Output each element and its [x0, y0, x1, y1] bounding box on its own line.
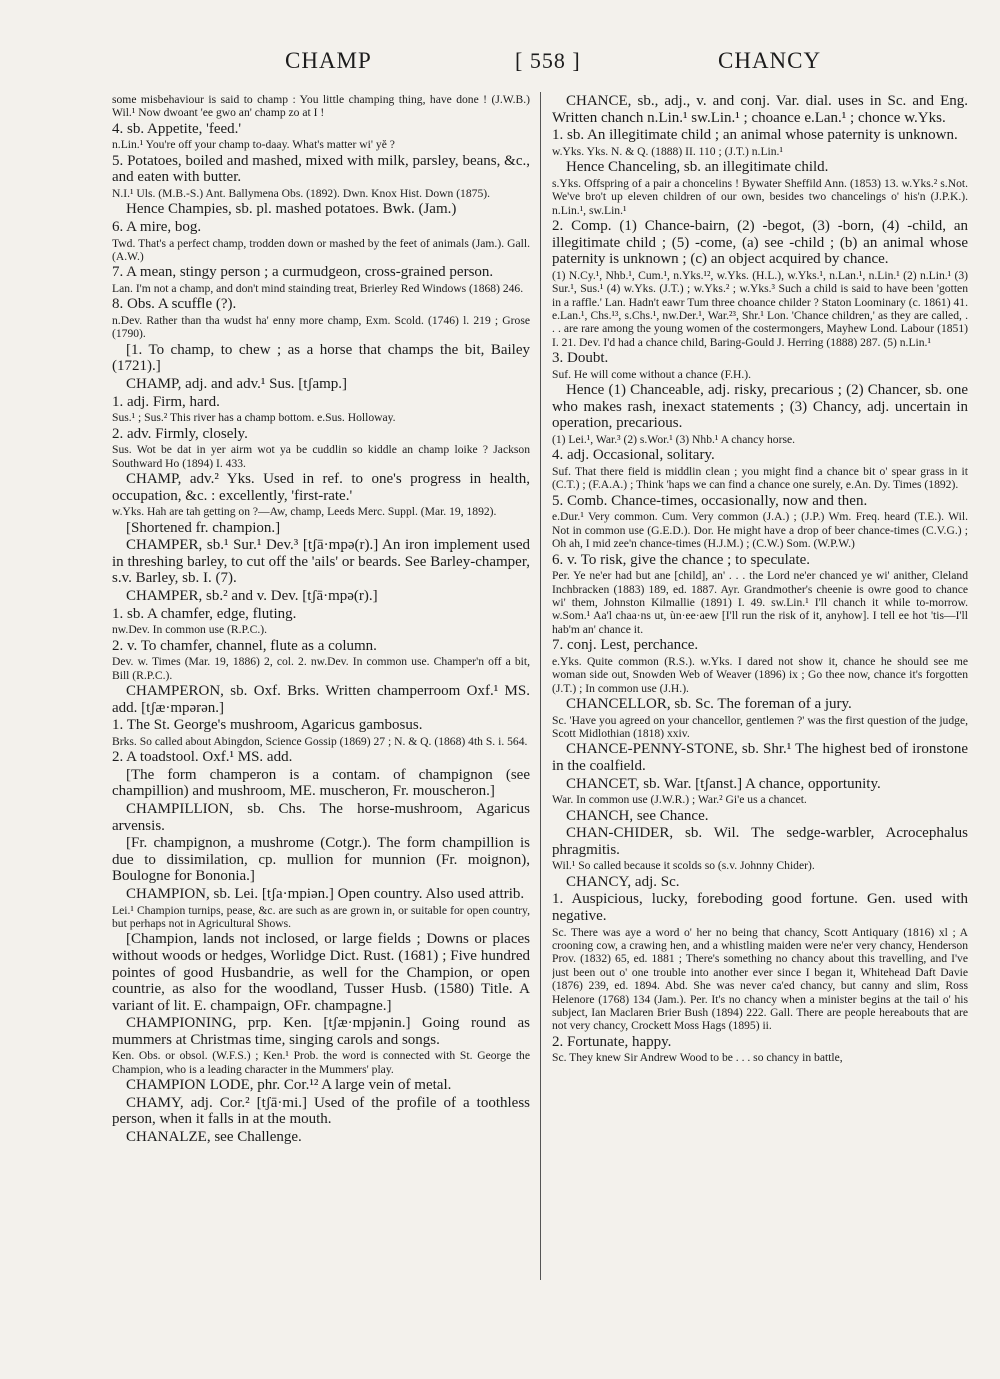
citation-text: n.Dev. Rather than tha wudst ha' enny more champ, Exm. Scold. (1746) l. 219 ; Grose (1790).	[112, 314, 530, 341]
citation-text: Suf. That there field is middlin clean ; you might find a chance bit o' spear grass in it (C.T.) ; (F.A.A.) ; Think 'haps we can find a chance one surely, e.An. Dy. Times (1892).	[552, 465, 968, 492]
entry-text: CHAN-CHIDER, sb. Wil. The sedge-warbler, Acrocephalus phragmitis.	[552, 825, 968, 858]
left-running-headword: CHAMP	[285, 48, 372, 73]
left-column	[112, 93, 530, 1285]
entry-text: Hence (1) Chanceable, adj. risky, precarious ; (2) Chancer, sb. one who makes rash, inexact statements ; (3) Chancy, adj. uncertain in operation, precarious.	[552, 382, 968, 432]
entry-text: CHAMPION LODE, phr. Cor.¹² A large vein of metal.	[126, 1077, 452, 1094]
entry-text: Hence Chanceling, sb. an illegitimate child.	[566, 159, 829, 176]
page-header	[110, 48, 830, 82]
entry-text: CHAMP, adj. and adv.¹ Sus. [tʃamp.]	[126, 376, 348, 392]
citation-text: some misbehaviour is said to champ : You little champing thing, have done ! (J.W.B.) Wil.¹ Now dwoant 'ee gwo an' champ zo at I !	[112, 93, 530, 120]
citation-text: Lan. I'm not a champ, and don't mind stainding treat, Brierley Red Windows (1868) 246.	[112, 282, 524, 295]
entry-text: 1. The St. George's mushroom, Agaricus gambosus.	[112, 717, 423, 734]
citation-text: e.Yks. Quite common (R.S.). w.Yks. I dared not show it, chance he should see me woman side out, Snowden Web of Weaver (1896) ix ; Go thee now, chance it's forgotten (J.T.) ; In common use (J.H.).	[552, 654, 968, 695]
citation-text: (1) Lei.¹, War.³ (2) s.Wor.¹ (3) Nhb.¹ A chancy horse.	[552, 433, 795, 446]
entry-text: CHANCY, adj. Sc.	[566, 873, 680, 890]
entry-text: Hence Champies, sb. pl. mashed potatoes. Bwk. (Jam.)	[126, 201, 457, 218]
entry-text: 5. Comb. Chance-times, occasionally, now and then.	[552, 492, 868, 509]
citation-text: (1) N.Cy.¹, Nhb.¹, Cum.¹, n.Yks.¹², w.Yks. (H.L.), w.Yks.¹, n.Lan.¹, n.Lin.¹ (2) n.Lin.¹ (3) Sur.¹, Sus.¹ (4) w.Yks. (J.T.) ; w.Yks.² ; w.Yks.³ Such a child is said to have been 'gotten in a raffle.' Lan. Hadn't eawr Tum three choance childer ? Staton Loominary (c. 1861) 41. e.Lan.¹, Chs.¹³, s.Chs.¹, nw.Der.¹, War.²³, Shr.¹ Lon. 'Chance children,' as they are called, . . . are rare among the young women of the costermongers, Mayhew Lond. Labour (1851) I. 21. Dev. I'd had a chance child, Baring-Gould J. Herring (1888) 287. (5) n.Lin.¹	[552, 268, 968, 349]
citation-text: Suf. He will come without a chance (F.H.).	[552, 367, 752, 381]
citation-text: e.Dur.¹ Very common. Cum. Very common (J.A.) ; (J.P.) Wm. Freq. heard (T.E.). Wil. Not in common use (G.E.D.). Dor. He might have a drop of beer chance-times (C.V.G.) ; Oh ah, I mid zee'n chance-times (H.J.M.) ; (C.W.) Som. (W.P.W.)	[552, 510, 968, 551]
citation-text: s.Yks. Offspring of a pair a choncelins ! Bywater Sheffild Ann. (1853) 13. w.Yks.² s.Not. We've bro't up eleven children of our own, besides two chancelings o' his'n (J.P.K.). n.Lin.¹, sw.Lin.¹	[552, 176, 968, 217]
citation-text: w.Yks. Yks. N. & Q. (1888) II. 110 ; (J.T.) n.Lin.¹	[552, 144, 783, 158]
entry-text: 8. Obs. A scuffle (?).	[112, 296, 237, 313]
entry-text: CHAMPER, sb.² and v. Dev. [tʃā·mpə(r).]	[126, 587, 378, 604]
entry-text: [Champion, lands not inclosed, or large fields ; Downs or places without woods or hedges, Worlidge Dict. Rust. (1681) ; Five hundred pointes of good Husbandrie, as well for the Champion, or open countrie, as also for the woodland, Tusser Husb. (1580) Title. A variant of lit. E. champaign, OFr. champagne.]	[112, 931, 530, 1014]
citation-text: Lei.¹ Champion turnips, pease, &c. are such as are grown in, or suitable for open country, but perhaps not in Agricultural Shows.	[112, 903, 530, 930]
citation-text: nw.Dev. In common use (R.P.C.).	[112, 623, 267, 637]
entry-text: 5. Potatoes, boiled and mashed, mixed with milk, parsley, beans, &c., and eaten with butter.	[112, 152, 530, 186]
page-number: [ 558 ]	[515, 48, 581, 73]
entry-text: 1. Auspicious, lucky, foreboding good fortune. Gen. used with negative.	[552, 891, 968, 925]
entry-text: CHAMY, adj. Cor.² [tʃā·mi.] Used of the profile of a toothless person, when it falls in at the mouth.	[112, 1094, 530, 1128]
entry-text: 4. adj. Occasional, solitary.	[552, 447, 715, 464]
citation-text: Ken. Obs. or obsol. (W.F.S.) ; Ken.¹ Prob. the word is connected with St. George the Champion, who is a leading character in the Mummers' play.	[112, 1049, 530, 1076]
entry-text: CHAMPIONING, prp. Ken. [tʃæ·mpjənin.] Going round as mummers at Christmas time, singing carols and songs.	[112, 1015, 530, 1048]
citation-text: Sc. They knew Sir Andrew Wood to be . . . so chancy in battle,	[552, 1051, 843, 1065]
entry-text: [Fr. champignon, a mushrome (Cotgr.). The form champillion is due to dissimilation, cp. mullion for munnion (Fr. moignon), Boulogne for Bononia.]	[112, 835, 530, 885]
entry-text: CHANCELLOR, sb. Sc. The foreman of a jury.	[566, 696, 852, 713]
entry-text: CHAMPER, sb.¹ Sur.¹ Dev.³ [tʃā·mpə(r).] An iron implement used in threshing barley, to cut off the 'ails' or beards. See Barley-champer, s.v. Barley, sb. I. (7).	[112, 537, 530, 587]
entry-text: 2. Fortunate, happy.	[552, 1033, 672, 1050]
citation-text: War. In common use (J.W.R.) ; War.² Gi'e us a chancet.	[552, 793, 807, 807]
entry-text: [The form champeron is a contam. of champignon (see champillion) and mushroom, ME. muscheron, Fr. mouscheron.]	[112, 766, 530, 800]
entry-text: 4. sb. Appetite, 'feed.'	[112, 120, 242, 137]
entry-text: 7. conj. Lest, perchance.	[552, 637, 699, 654]
entry-text: CHANCH, see Chance.	[566, 807, 709, 824]
entry-text: CHAMP, adv.² Yks. Used in ref. to one's progress in health, occupation, &c. : excellently, 'first-rate.'	[112, 471, 530, 504]
citation-text: Sc. There was aye a word o' her no being that chancy, Scott Antiquary (1816) xl ; A crooning cow, a crawing hen, and a whistling maiden were ne'er very chancy, Henderson Prov. (1832) 65, ed. 1881 ; There's something no chancy about this travelling, and I've just been out o' one trouble into another ever since I began it, Whitehead Daft Davie (1876) 239, ed. 1894. Abd. She was never ca'ed chancy, but canny and slim, Ross Helenore (1768) 134 (Jam.). Per. It's no chancy when a minister begins at the tail o' his subject, Ian Maclaren Brier Bush (1894) 222. Gall. There are people hereabouts that are not very chancy, Crockett Moss Hags (1895) ii.	[552, 925, 968, 1033]
citation-text: Twd. That's a perfect champ, trodden down or mashed by the feet of animals (Jam.). Gall. (A.W.)	[112, 236, 530, 263]
entry-text: 3. Doubt.	[552, 350, 609, 367]
entry-text: [1. To champ, to chew ; as a horse that champs the bit, Bailey (1721).]	[112, 341, 530, 375]
entry-text: CHANCE-PENNY-STONE, sb. Shr.¹ The highest bed of ironstone in the coalfield.	[552, 741, 968, 775]
entry-text: CHANCE, sb., adj., v. and conj. Var. dial. uses in Sc. and Eng. Written chanch n.Lin.¹ sw.Lin.¹ ; choance e.Lan.¹ ; chonce w.Yks.	[552, 93, 968, 126]
citation-text: n.Lin.¹ You're off your champ to-daay. What's matter wi' yĕ ?	[112, 138, 395, 152]
entry-text: 1. adj. Firm, hard.	[112, 393, 220, 410]
entry-text: 1. sb. An illegitimate child ; an animal whose paternity is unknown.	[552, 127, 958, 144]
citation-text: w.Yks. Hah are tah getting on ?—Aw, champ, Leeds Merc. Suppl. (Mar. 19, 1892).	[112, 505, 497, 519]
entry-text: CHANCET, sb. War. [tʃanst.] A chance, opportunity.	[566, 775, 881, 792]
citation-text: Dev. w. Times (Mar. 19, 1886) 2, col. 2. nw.Dev. In common use. Champer'n off a bit, Bill (R.P.C.).	[112, 655, 530, 682]
entry-text: 6. A mire, bog.	[112, 219, 202, 235]
entry-text: CHAMPION, sb. Lei. [tʃa·mpiən.] Open country. Also used attrib.	[126, 885, 525, 902]
citation-text: N.I.¹ Uls. (M.B.-S.) Ant. Ballymena Obs. (1892). Dwn. Knox Hist. Down (1875).	[112, 187, 490, 200]
entry-text: 7. A mean, stingy person ; a curmudgeon, cross-grained person.	[112, 264, 494, 281]
citation-text: Sus. Wot be dat in yer airm wot ya be cuddlin so kiddle an champ loike ? Jackson Southward Ho (1894) I. 433.	[112, 443, 530, 470]
entry-text: 2. adv. Firmly, closely.	[112, 425, 248, 442]
entry-text: CHAMPILLION, sb. Chs. The horse-mushroom, Agaricus arvensis.	[112, 800, 530, 834]
entry-text: 2. v. To chamfer, channel, flute as a column.	[112, 637, 377, 654]
citation-text: Sc. 'Have you agreed on your chancellor, gentlemen ?' was the first question of the judge, Scott Midlothian (1818) xxiv.	[552, 713, 968, 741]
entry-text: 2. Comp. (1) Chance-bairn, (2) -begot, (3) -born, (4) -child, an illegitimate child ; (5) -come, (a) see -child ; (b) an animal whose paternity is unknown ; (c) an object acquired by chance.	[552, 218, 968, 268]
entry-text: CHAMPERON, sb. Oxf. Brks. Written champerroom Oxf.¹ MS. add. [tʃæ·mpərən.]	[112, 682, 530, 716]
citation-text: Wil.¹ So called because it scolds so (s.v. Johnny Chider).	[552, 859, 815, 873]
entry-text: 1. sb. A chamfer, edge, fluting.	[112, 605, 297, 622]
citation-text: Brks. So called about Abingdon, Science Gossip (1869) 27 ; N. & Q. (1868) 4th S. i. 564.	[112, 734, 528, 748]
entry-text: [Shortened fr. champion.]	[126, 519, 281, 536]
entry-text: 6. v. To risk, give the chance ; to speculate.	[552, 551, 811, 568]
citation-text: Sus.¹ ; Sus.² This river has a champ bottom. e.Sus. Holloway.	[112, 411, 396, 425]
column-divider	[540, 92, 541, 1280]
entry-text: CHANALZE, see Challenge.	[126, 1129, 302, 1146]
citation-text: Per. Ye ne'er had but ane [child], an' . . . the Lord ne'er chanced ye wi' anither, Cleland Inchbracken (1883) 189, ed. 1887. Ayr. Grandmother's cheenie is owre good to chance wi' them, Johnston Kilmallie (1891) I. 49. sw.Lin.¹ I'll chanch it while to-morrow. w.Som.¹ Aa'l chaa·ns ut, ùn·ee·aew [I'll run the risk of it, anyhow]. I tell ee hot 'tis—I'll hab'm an' chance it.	[552, 569, 968, 636]
entry-text: 2. A toadstool. Oxf.¹ MS. add.	[112, 749, 293, 766]
right-running-headword: CHANCY	[718, 48, 822, 73]
right-column	[552, 93, 968, 1285]
